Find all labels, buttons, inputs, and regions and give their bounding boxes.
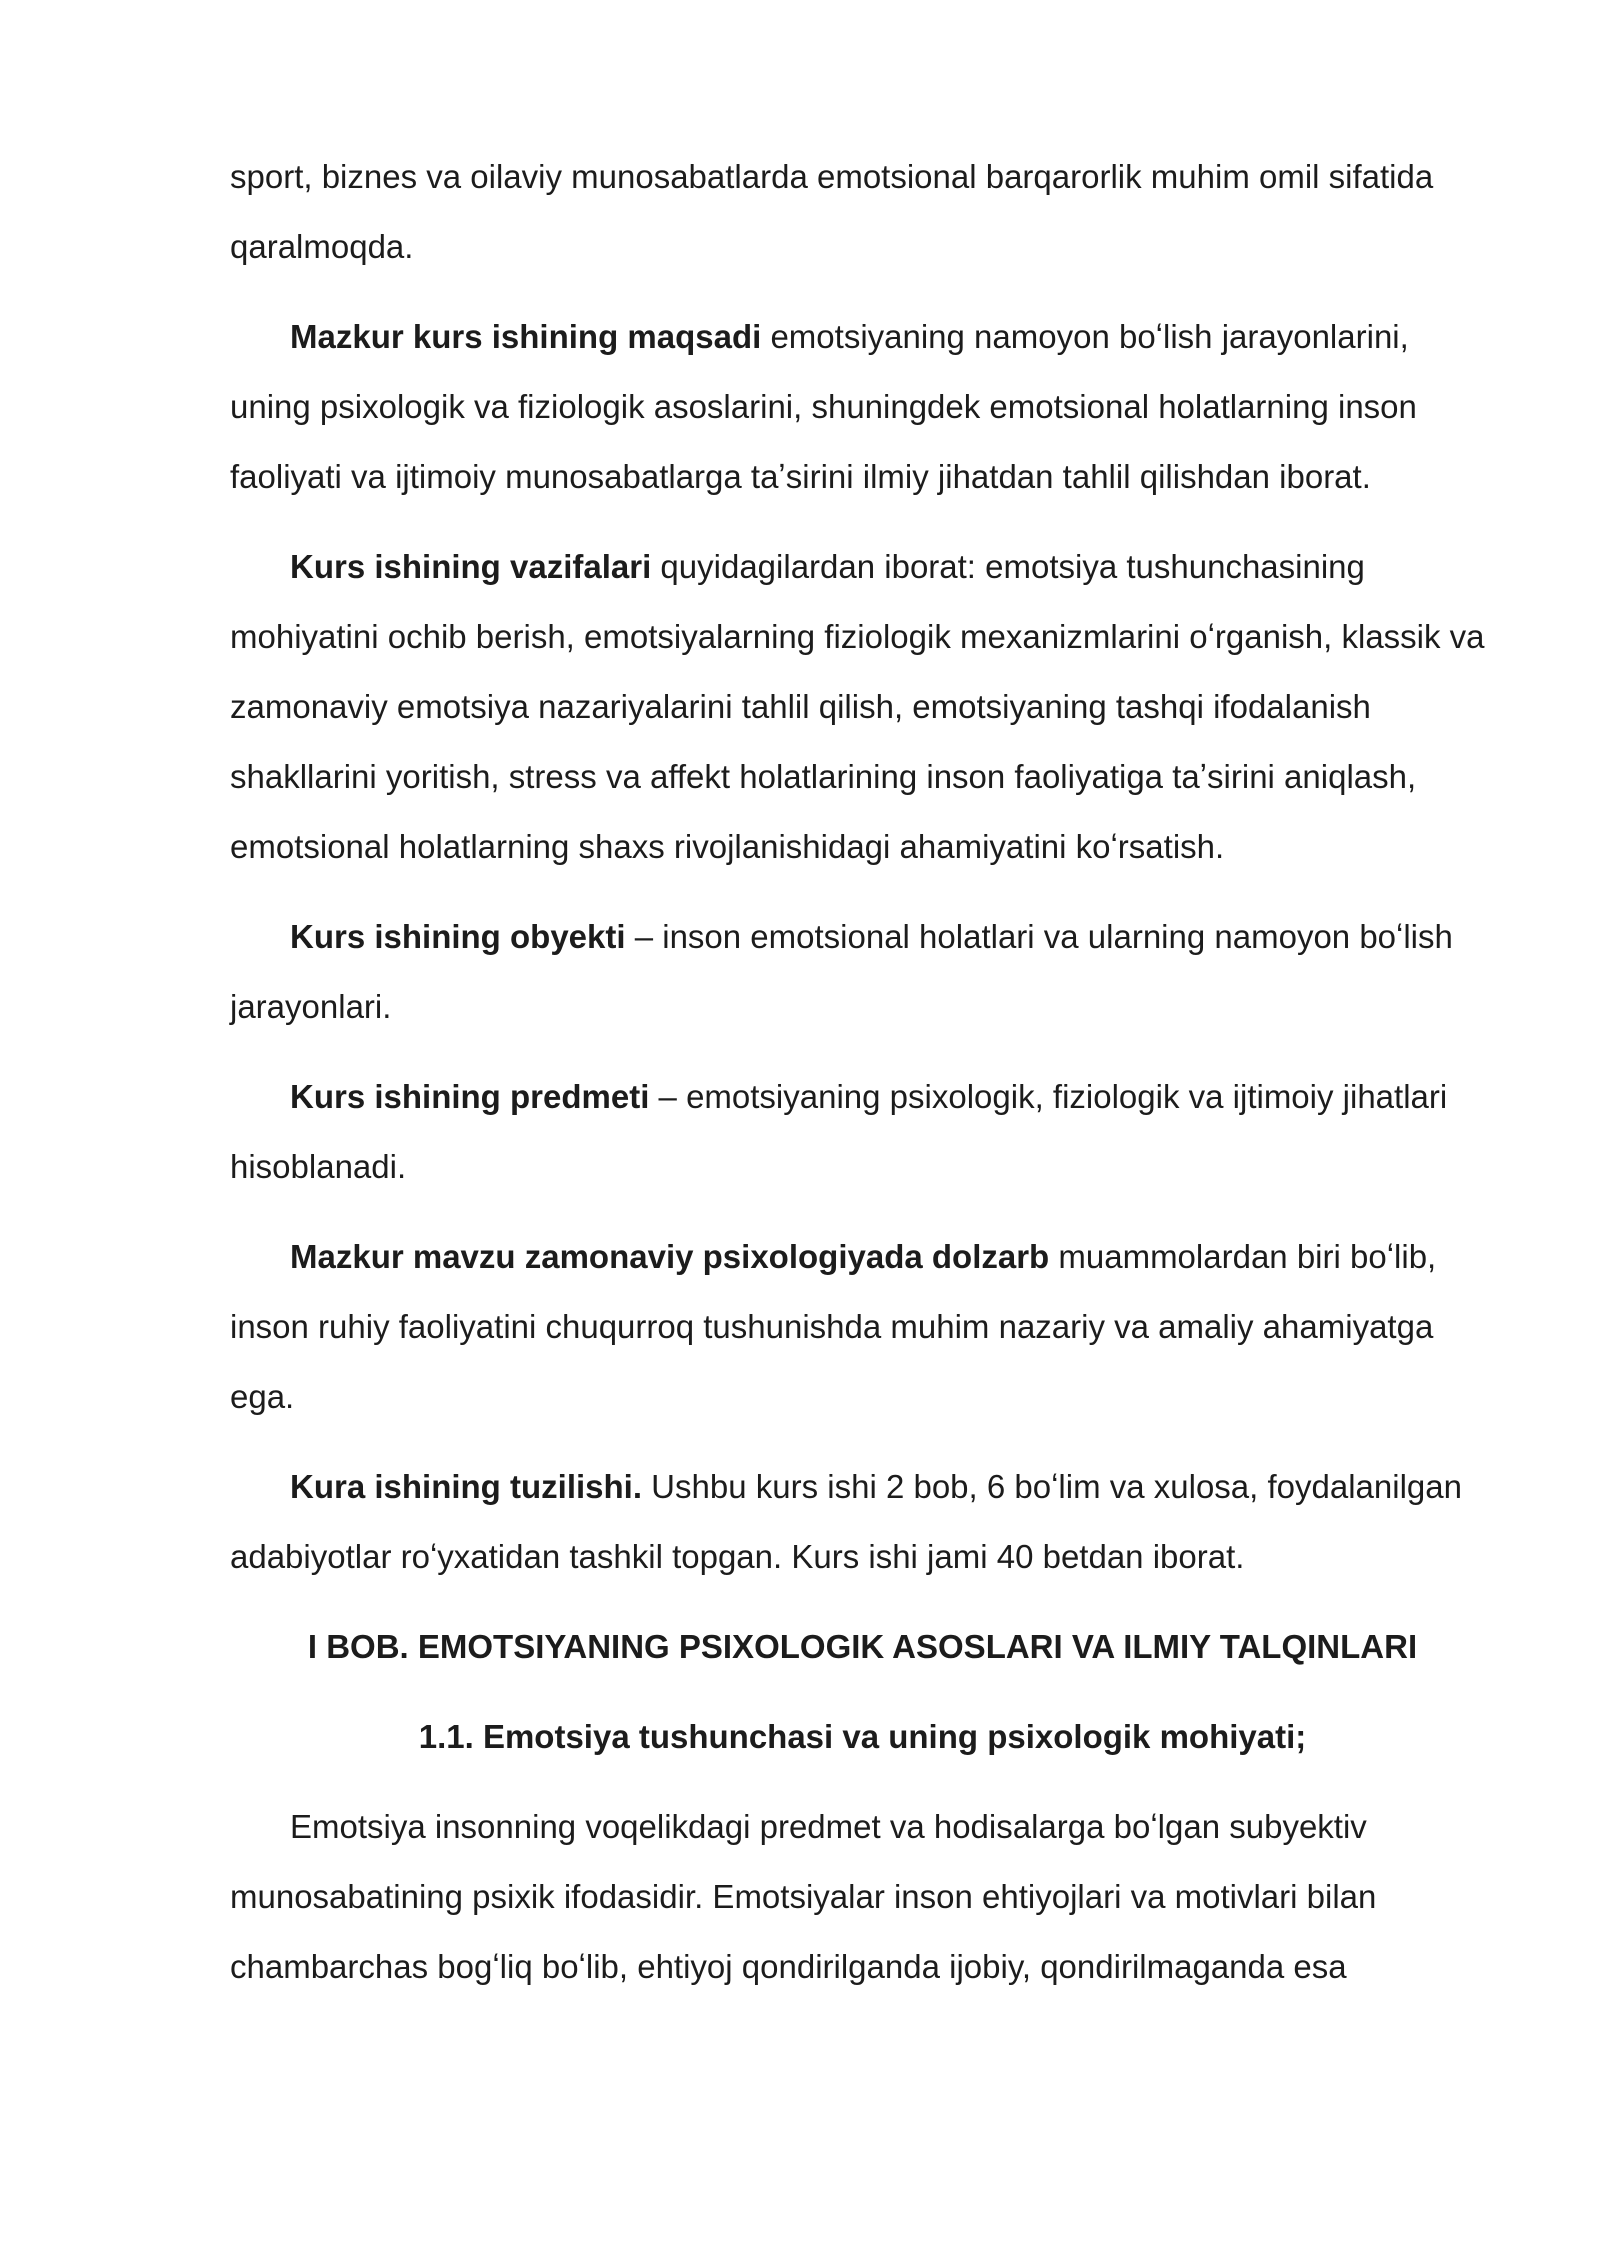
paragraph-lead: Kurs ishining predmeti [290, 1078, 650, 1115]
paragraph-text: – emotsiyaning psixologik, fiziologik va ijtimoiy jihatlari hisoblanadi. [230, 1078, 1448, 1185]
paragraph-relevance [230, 1222, 1495, 1432]
paragraph-text: – inson emotsional holatlari va ularning namoyon boʻlish jarayonlari. [230, 918, 1453, 1025]
paragraph-lead: Mazkur mavzu zamonaviy psixologiyada dolzarb [290, 1238, 1050, 1275]
paragraph-lead: Mazkur kurs ishining maqsadi [290, 318, 762, 355]
paragraph-lead: Kura ishining tuzilishi. [290, 1468, 643, 1505]
section-heading: 1.1. Emotsiya tushunchasi va uning psixologik mohiyati; [418, 1718, 1307, 1755]
paragraph-text: Ushbu kurs ishi 2 bob, 6 boʻlim va xulosa, foydalanilgan adabiyotlar roʻyxatidan tashkil topgan. Kurs ishi jami 40 betdan iborat. [230, 1468, 1462, 1575]
paragraph-intro [230, 142, 1495, 282]
paragraph-text: sport, biznes va oilaviy munosabatlarda emotsional barqarorlik muhim omil sifatida qaralmoqda. [230, 158, 1434, 265]
paragraph-subject [230, 1062, 1495, 1202]
paragraph-text: emotsiyaning namoyon boʻlish jarayonlarini, uning psixologik va fiziologik asoslarini, shuningdek emotsional holatlarning inson faoliyati va ijtimoiy munosabatlarga taʼsirini ilmiy jihatdan tahlil qilishdan iborat. [230, 318, 1417, 495]
paragraph-aim [230, 302, 1495, 512]
paragraph-definition: Emotsiya insonning voqelikdagi predmet va hodisalarga boʻlgan subyektiv munosabatining psixik ifodasidir. Emotsiyalar inson ehtiyojlari va motivlari bilan chambarchas bogʻliq boʻlib, ehtiyoj qondirilganda ijobiy, qondirilmaganda esa [230, 1808, 1377, 1985]
chapter-heading: I BOB. EMOTSIYANING PSIXOLOGIK ASOSLARI VA ILMIY TALQINLARI [307, 1628, 1418, 1665]
paragraph-text: muammolardan biri boʻlib, inson ruhiy faoliyatini chuqurroq tushunishda muhim nazariy va amaliy ahamiyatga ega. [230, 1238, 1437, 1415]
paragraph-text: quyidagilardan iborat: emotsiya tushunchasining mohiyatini ochib berish, emotsiyalarning fiziologik mexanizmlarini oʻrganish, klassik va zamonaviy emotsiya nazariyalarini tahlil qilish, emotsiyaning tashqi ifodalanish shakllarini yoritish, stress va affekt holatlarining inson faoliyatiga taʼsirini aniqlash, emotsional holatlarning shaxs rivojlanishidagi ahamiyatini koʻrsatish. [230, 548, 1485, 865]
paragraph-structure [230, 1452, 1495, 1592]
document-body [230, 142, 1495, 2022]
paragraph-tasks [230, 532, 1495, 882]
paragraph-lead: Kurs ishining obyekti [290, 918, 626, 955]
paragraph-lead: Kurs ishining vazifalari [290, 548, 652, 585]
paragraph-object [230, 902, 1495, 1042]
